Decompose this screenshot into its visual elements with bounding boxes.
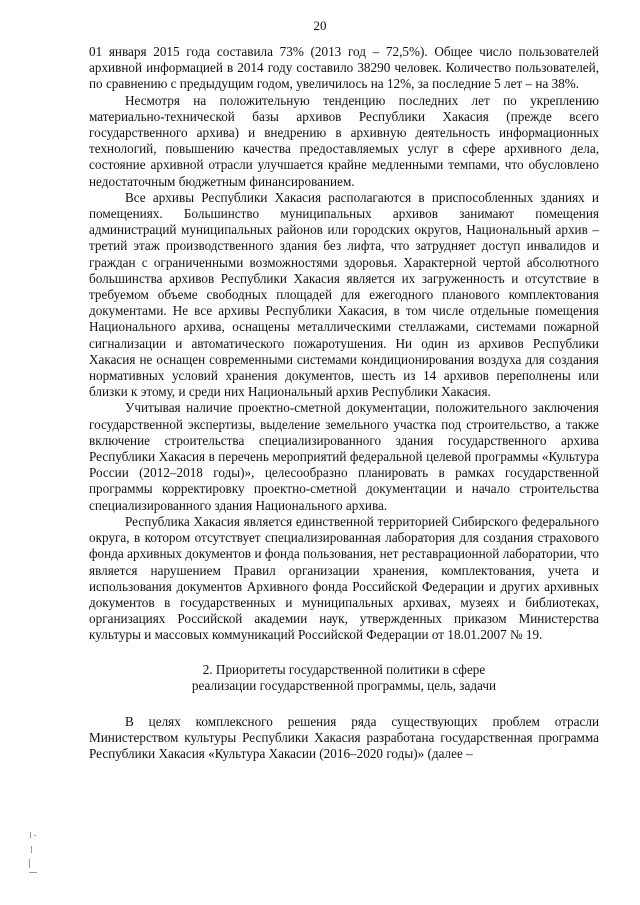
paragraph-program-intro: В целях комплексного решения ряда существующих проблем отрасли Министерством культуры Республики Хакасия разработана государственная программа Республики Хакасия «Культура Хакасии (2016–2020 годы)» (далее – [89,713,599,762]
document-body [89,44,599,763]
section-heading-line-2: реализации государственной программы, цель, задачи [191,677,497,693]
scan-margin-marks [28,832,42,882]
section-heading [89,662,599,694]
section-heading-line-1: 2. Приоритеты государственной политики в сфере [202,661,486,677]
paragraph-laboratory: Республика Хакасия является единственной территорией Сибирского федерального округа, в котором отсутствует специализированная лаборатория для создания страхового фонда архивных документов и фонда пользования, нет реставрационной лаборатории, что является нарушением Правил организации хранения, комплектования, учета и использования документов Архивного фонда Российской Федерации и других архивных документов в государственных и муниципальных архивах, музеях и библиотеках, организациях Российской академии наук, утвержденных приказом Министерства культуры и массовых коммуникаций Российской Федерации от 18.01.2007 № 19. [89,513,599,643]
paragraph-archive-buildings: Все архивы Республики Хакасия располагаются в приспособленных зданиях и помещениях. Большинство муниципальных архивов занимают помещения администраций муниципальных районов или городских округов, Национальный архив – третий этаж производственного здания без лифта, что затрудняет доступ инвалидов и граждан с ограниченными возможностями здоровья. Характерной чертой абсолютного большинства архивов Республики Хакасия является их загруженность и отсутствие в требуемом объеме свободных площадей для ежегодного планового комплектования документами. Не все архивы Республики Хакасия, в том числе отдельные помещения Национального архива, оснащены металлическими стеллажами, системами пожарной сигнализации и автоматического пожаротушения. Ни один из архивов Республики Хакасия не оснащен современными системами кондиционирования воздуха для создания нормативных условий хранения документов, шесть из 14 архивов переполнены или близки к этому, и среди них Национальный архив Республики Хакасия. [89,189,599,400]
page-number: 20 [313,18,327,33]
paragraph-construction: Учитывая наличие проектно-сметной документации, положительного заключения государственной экспертизы, выделение земельного участка под строительство, а также включение строительства специализированного здания государственного архива Республики Хакасия в перечень мероприятий федеральной целевой программы «Культура России (2012–2018 годы)», целесообразно планировать в рамках государственной программы корректировку проектно-сметной документации и начало строительства специализированного здания Национального архива. [89,400,599,513]
paragraph-material-base: Несмотря на положительную тенденцию последних лет по укреплению материально-технической базы архивов Республики Хакасия (прежде всего государственного архива) и внедрению в архивную деятельность информационных технологий, повышению качества предоставляемых услуг в сфере архивного дела, состояние архивной отрасли улучшается крайне медленными темпами, что обусловлено недостаточным бюджетным финансированием. [89,92,599,189]
paragraph-archive-users: 01 января 2015 года составила 73% (2013 год – 72,5%). Общее число пользователей архивной информацией в 2014 году составило 38290 человек. Количество пользователей, по сравнению с предыдущим годом, увеличилось на 12%, за последние 5 лет – на 38%. [89,44,599,92]
